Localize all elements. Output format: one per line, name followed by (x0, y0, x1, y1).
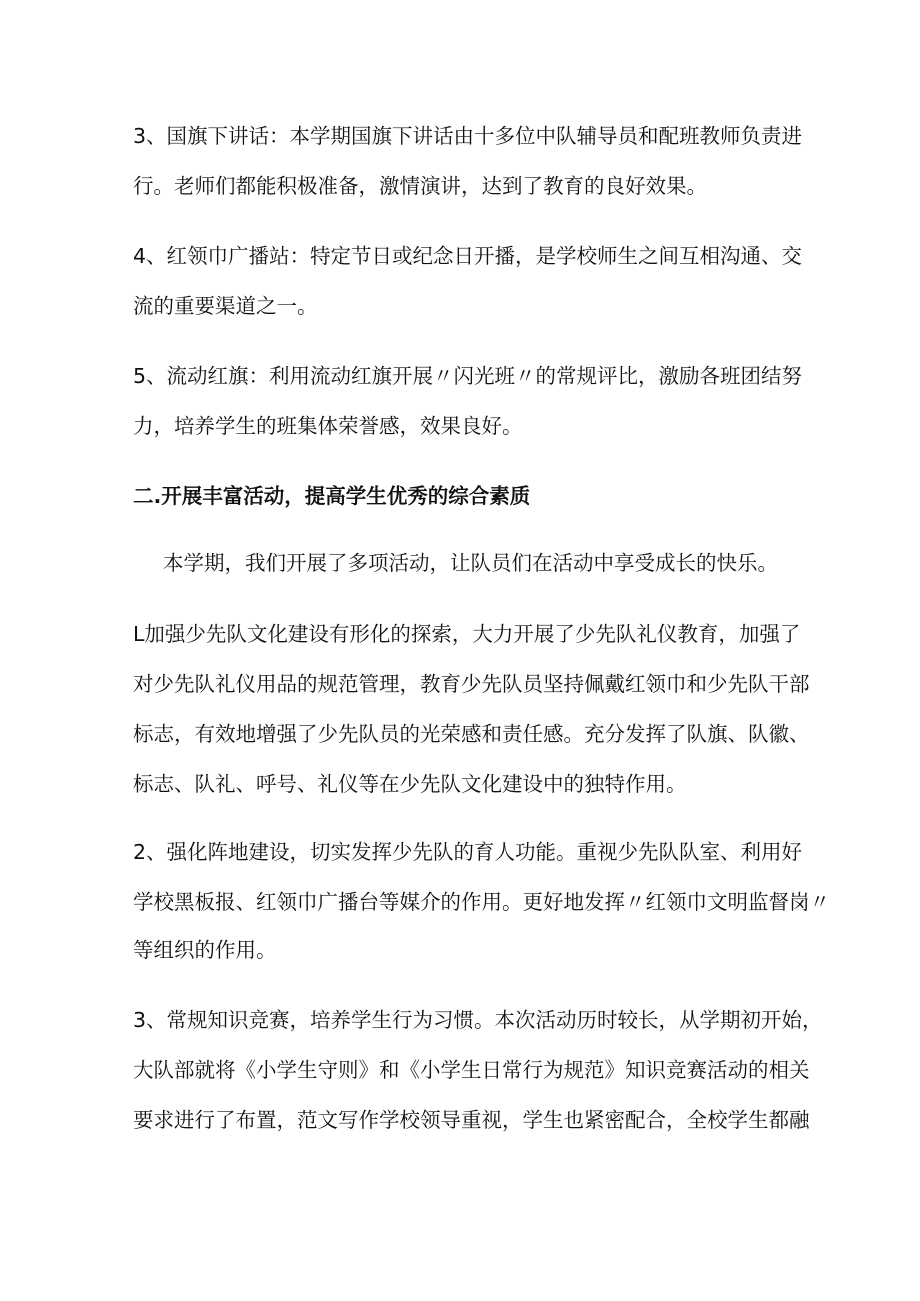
text-line: 力，培养学生的班集体荣誉感，效果良好。 (133, 414, 523, 438)
text-line: 学校黑板报、红领巾广播台等媒介的作用。更好地发挥〃红领巾文明监督岗〃 (133, 890, 830, 914)
text-line: 2、强化阵地建设，切实发挥少先队的育人功能。重视少先队队室、利用好 (133, 840, 803, 864)
text-line: L加强少先队文化建设有形化的探索，大力开展了少先队礼仪教育，加强了 (133, 622, 801, 646)
section-heading-text: 二.开展丰富活动，提高学生优秀的综合素质 (133, 484, 531, 508)
text-line: 行。老师们都能积极准备，激情演讲，达到了教育的良好效果。 (133, 174, 707, 198)
text-line: 标志，有效地增强了少先队员的光荣感和责任感。充分发挥了队旗、队徽、 (133, 722, 810, 746)
text-line: 4、红领巾广播站：特定节日或纪念日开播，是学校师生之间互相沟通、交 (133, 244, 803, 268)
text-line: 3、常规知识竞赛，培养学生行为习惯。本次活动历时较长，从学期初开始， (133, 1008, 823, 1032)
text-line: 对少先队礼仪用品的规范管理，教育少先队员坚持佩戴红领巾和少先队干部 (133, 672, 810, 696)
text-line: 流的重要渠道之一。 (133, 294, 318, 318)
text-line: 大队部就将《小学生守则》和《小学生日常行为规范》知识竞赛活动的相关 (133, 1058, 810, 1082)
text-line: 5、流动红旗：利用流动红旗开展〃闪光班〃的常规评比，激励各班团结努 (133, 364, 803, 388)
text-line: 等组织的作用。 (133, 938, 277, 962)
text-line: 3、国旗下讲话：本学期国旗下讲话由十多位中队辅导员和配班教师负责进 (133, 124, 803, 148)
text-line: 本学期，我们开展了多项活动，让队员们在活动中享受成长的快乐。 (163, 551, 778, 575)
text-line: 要求进行了布置，范文写作学校领导重视，学生也紧密配合，全校学生都融 (133, 1108, 810, 1132)
text-line: 标志、队礼、呼号、礼仪等在少先队文化建设中的独特作用。 (133, 772, 687, 796)
